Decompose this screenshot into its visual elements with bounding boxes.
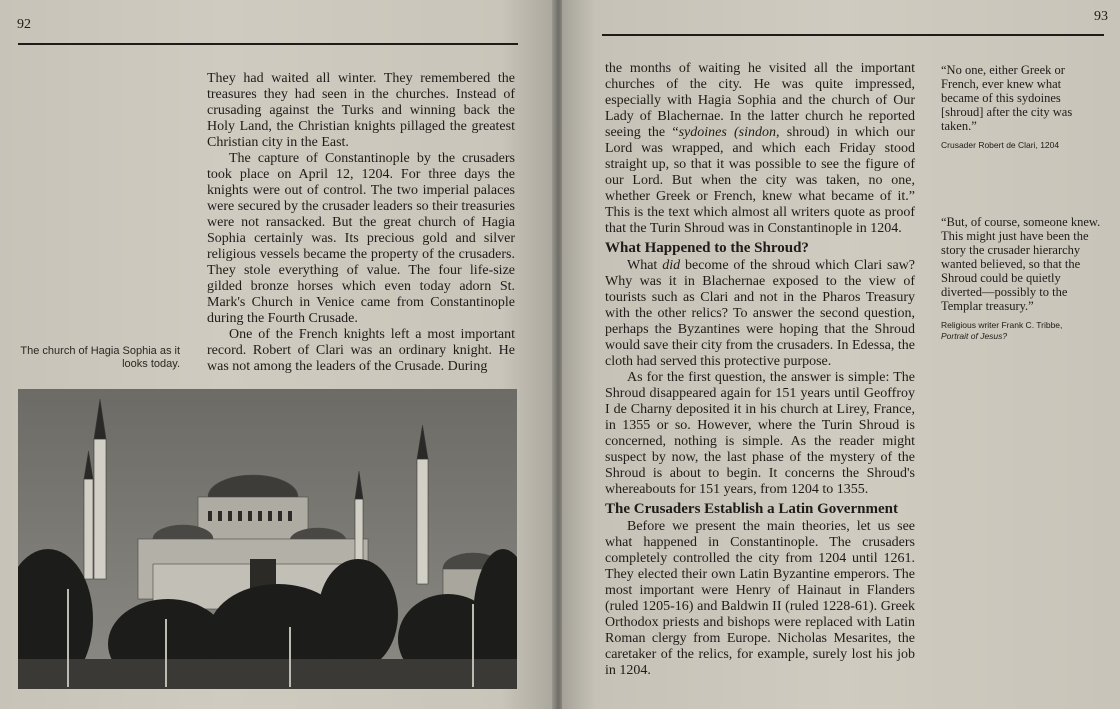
paragraph xyxy=(605,258,915,370)
paragraph: The capture of Constantinople by the crusaders took place on April 12, 1204. For three days the knights were out of control. The two imperial palaces were secured by the crusader leaders so their treasuries were not ransacked. But the great church of Hagia Sophia certainly was. Its precious gold and silver religious vessels became the property of the crusaders. They stole everything of value. The four life-size gilded bronze horses which even today adorn St. Mark's Church in Venice came from Constantinople during the Fourth Crusade. xyxy=(207,151,515,326)
italic-text: did xyxy=(662,258,681,273)
hagia-sophia-photo xyxy=(18,389,517,689)
sidebar-attribution xyxy=(941,320,1101,342)
right-body-text xyxy=(605,61,915,679)
paragraph-text: , shroud) in which our Lord was wrapped, and which each Friday stood straight up, so that it was possible to see the figure of our Lord. But when the city was taken, no one, whether Greek or French, knew what became of it.” This is the text which almost all writers quote as proof that the Turin Shroud was in Constantinople in 1204. xyxy=(605,125,915,236)
paragraph-text: the months of waiting he visited all the important churches of the city. He was quite impressed, especially with Hagia Sophia and the church of Our Lady of Blachernae. In the latter church he reported seeing the “ xyxy=(605,61,915,140)
attribution-author: Religious writer Frank C. Tribbe, xyxy=(941,320,1063,330)
hagia-sophia-illustration xyxy=(18,389,517,689)
sidebar-quote-clari xyxy=(941,63,1101,151)
italic-text: sydoines (sindon xyxy=(678,125,777,140)
header-rule-right xyxy=(602,34,1104,36)
sidebar-quote-text: “No one, either Greek or French, ever knew what became of this sydoines [shroud] after the city was taken.” xyxy=(941,63,1073,133)
paragraph: They had waited all winter. They remembered the treasures they had seen in the churches. Instead of crusading against the Turks and winning back the Holy Land, the Christian knights pillaged the greatest Christian city in the East. xyxy=(207,71,515,150)
attribution-title: Portrait of Jesus? xyxy=(941,331,1008,341)
sidebar-quote-text: “But, of course, someone knew. This might just have been the story the crusader hierarchy wanted believed, so that the Shroud could be quietly diverted—possibly to the Templar treasury.” xyxy=(941,215,1101,313)
left-body-text xyxy=(207,71,515,375)
section-heading: The Crusaders Establish a Latin Government xyxy=(605,501,898,517)
paragraph-text: become of the shroud which Clari saw? Why was it in Blachernae exposed to the view of tourists such as Clari and not in the Pharos Treasury with the other relics? To answer the second question, perhaps the Byzantines were hoping that the Shroud would save their city from the crusaders. In Edessa, the cloth had served this protective purpose. xyxy=(605,258,915,369)
sidebar-quote-tribbe xyxy=(941,215,1101,342)
paragraph-text: What xyxy=(627,258,663,273)
right-page xyxy=(562,0,1120,709)
left-page xyxy=(0,0,556,709)
section-heading: What Happened to the Shroud? xyxy=(605,240,809,256)
paragraph: One of the French knights left a most important record. Robert of Clari was an ordinary knight. He was not among the leaders of the Crusade. During xyxy=(207,327,515,374)
photo-caption: The church of Hagia Sophia as it looks today. xyxy=(20,345,180,370)
paragraph xyxy=(605,61,915,237)
header-rule-left xyxy=(18,43,518,45)
page-number-left: 92 xyxy=(17,17,31,32)
sidebar-attribution: Crusader Robert de Clari, 1204 xyxy=(941,140,1060,150)
paragraph: As for the first question, the answer is simple: The Shroud disappeared again for 151 years until Geoffroy I de Charny deposited it in his church at Lirey, France, in 1355 or so. However, where the Turin Shroud is concerned, nothing is simple. As the reader might suspect by now, the last phase of the mystery of the Shroud is about to begin. It concerns the Shroud's whereabouts for 151 years, from 1204 to 1355. xyxy=(605,370,915,497)
paragraph: Before we present the main theories, let us see what happened in Constantinople. The crusaders completely controlled the city from 1204 until 1261. They elected their own Latin Byzantine emperors. The most important were Henry of Hainaut in Flanders (ruled 1205-16) and Baldwin II (ruled 1228-61). Greek Orthodox priests and bishops were replaced with Latin Roman clergy from Europe. Nicholas Mesarites, the caretaker of the relics, for example, surely lost his job in 1204. xyxy=(605,519,915,678)
page-number-right: 93 xyxy=(1094,9,1108,24)
